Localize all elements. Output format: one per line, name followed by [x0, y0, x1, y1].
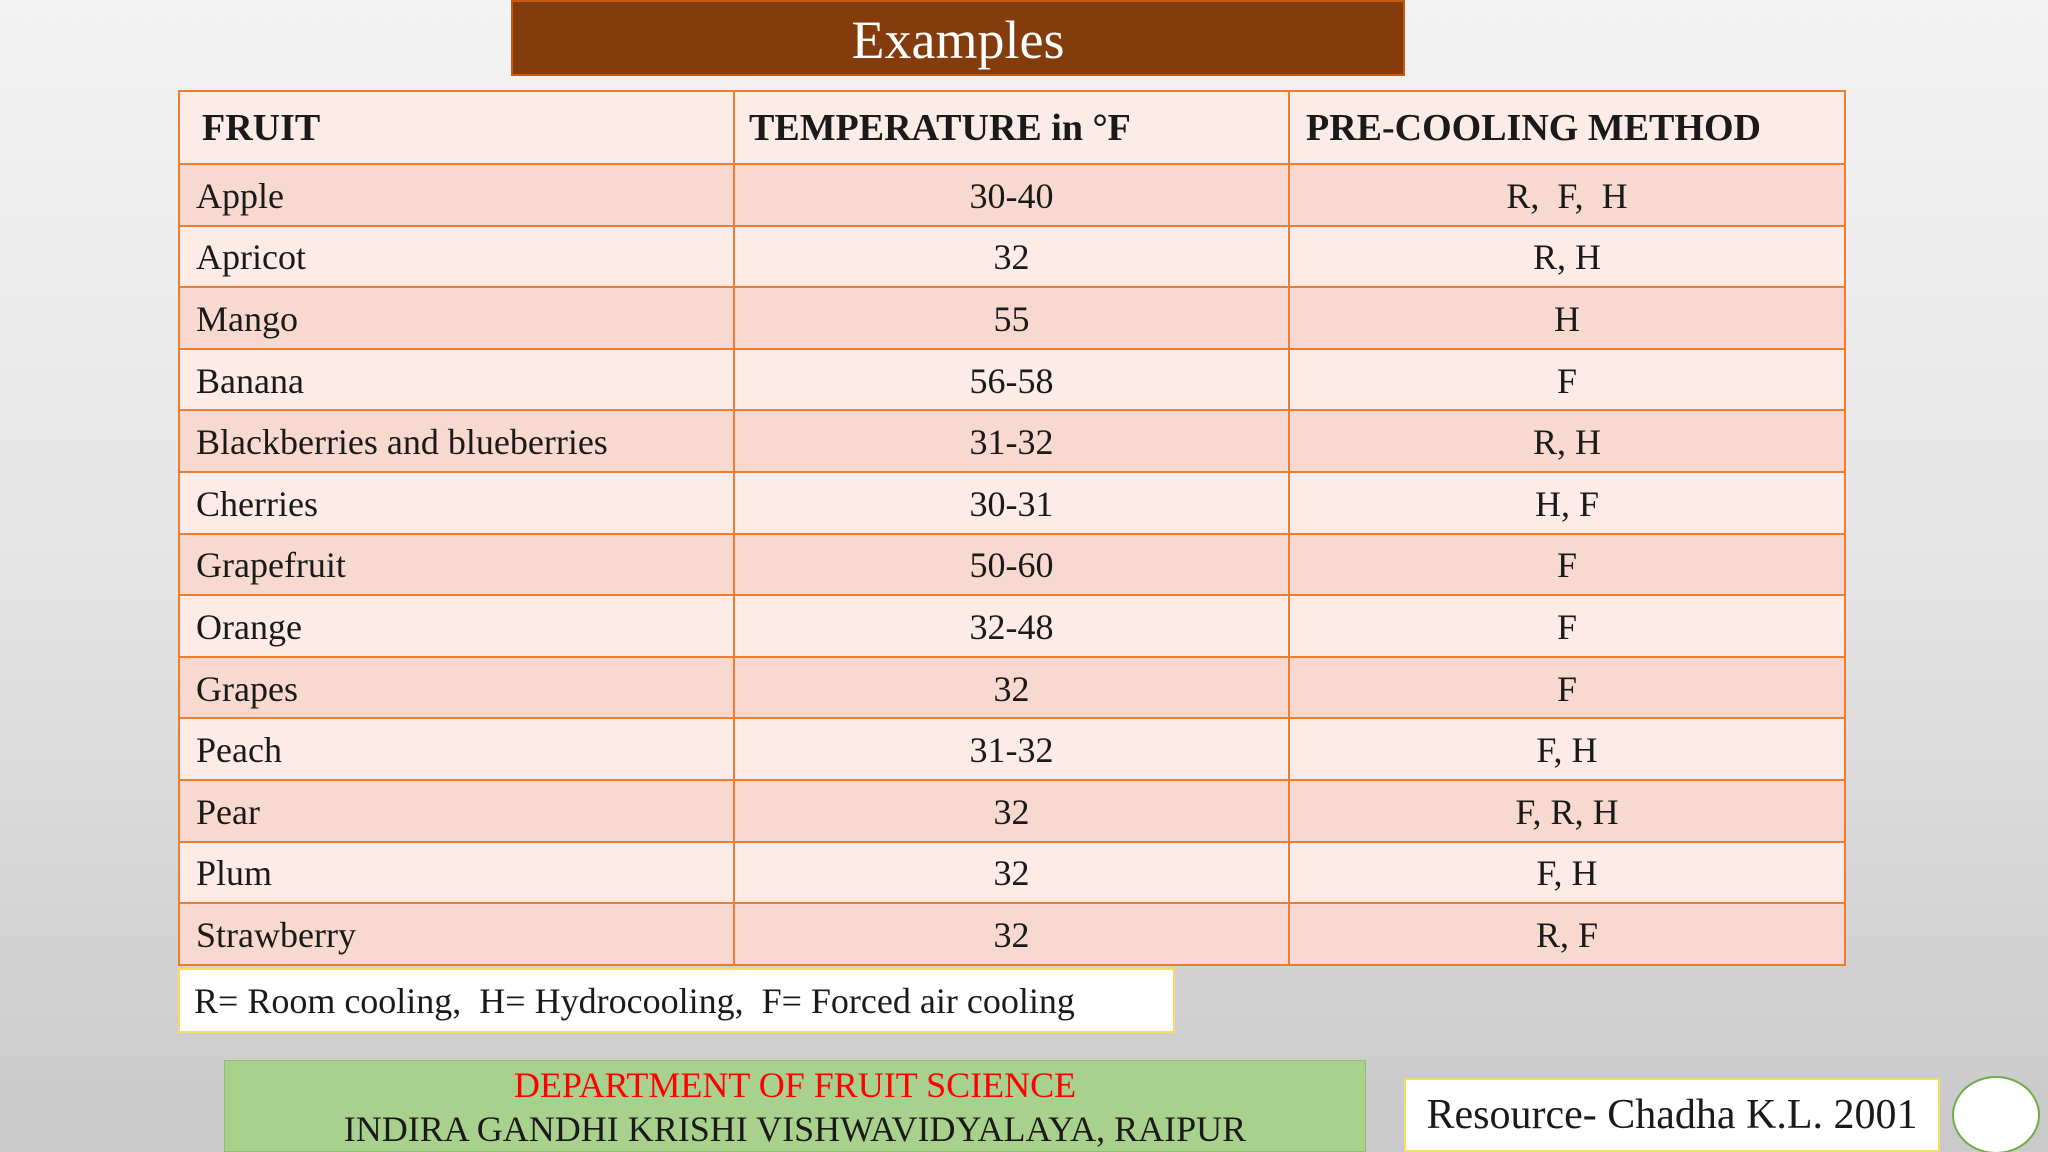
temperature-cell: 32	[734, 903, 1289, 965]
university-name: INDIRA GANDHI KRISHI VISHWAVIDYALAYA, RAIPUR	[343, 1109, 1247, 1149]
method-cell: H	[1289, 287, 1845, 349]
temperature-cell: 32	[734, 842, 1289, 904]
temperature-cell: 55	[734, 287, 1289, 349]
fruit-cell: Mango	[179, 287, 734, 349]
method-cell: F, R, H	[1289, 780, 1845, 842]
fruit-cell: Plum	[179, 842, 734, 904]
method-cell: F	[1289, 595, 1845, 657]
table-row	[179, 472, 1845, 534]
fruit-cell: Cherries	[179, 472, 734, 534]
method-cell: F	[1289, 534, 1845, 596]
method-cell: R, F, H	[1289, 164, 1845, 226]
table-row	[179, 226, 1845, 288]
table-row	[179, 164, 1845, 226]
fruit-cell: Grapes	[179, 657, 734, 719]
fruit-cell: Orange	[179, 595, 734, 657]
table-row	[179, 287, 1845, 349]
method-cell: F	[1289, 657, 1845, 719]
table-row	[179, 842, 1845, 904]
resource-citation: Resource- Chadha K.L. 2001	[1404, 1078, 1940, 1152]
header-precooling-method: PRE-COOLING METHOD	[1289, 91, 1845, 164]
header-temperature: TEMPERATURE in °F	[734, 91, 1289, 164]
fruit-cell: Pear	[179, 780, 734, 842]
table-body	[179, 164, 1845, 965]
table-row	[179, 780, 1845, 842]
fruit-cell: Apple	[179, 164, 734, 226]
temperature-cell: 50-60	[734, 534, 1289, 596]
temperature-cell: 30-40	[734, 164, 1289, 226]
slide-title: Examples	[511, 0, 1405, 76]
temperature-cell: 31-32	[734, 718, 1289, 780]
department-banner	[224, 1060, 1366, 1152]
table-row	[179, 595, 1845, 657]
table-row	[179, 349, 1845, 411]
fruit-cell: Strawberry	[179, 903, 734, 965]
precooling-table	[178, 90, 1846, 966]
temperature-cell: 32	[734, 657, 1289, 719]
method-cell: F, H	[1289, 718, 1845, 780]
temperature-cell: 32-48	[734, 595, 1289, 657]
table-row	[179, 657, 1845, 719]
table-row	[179, 534, 1845, 596]
fruit-cell: Grapefruit	[179, 534, 734, 596]
method-cell: R, F	[1289, 903, 1845, 965]
method-cell: F, H	[1289, 842, 1845, 904]
fruit-cell: Apricot	[179, 226, 734, 288]
temperature-cell: 30-31	[734, 472, 1289, 534]
fruit-cell: Peach	[179, 718, 734, 780]
fruit-cell: Blackberries and blueberries	[179, 410, 734, 472]
table-row	[179, 718, 1845, 780]
method-cell: R, H	[1289, 226, 1845, 288]
table-row	[179, 903, 1845, 965]
table-header-row	[179, 91, 1845, 164]
nav-circle-button[interactable]	[1952, 1076, 2040, 1152]
department-name: DEPARTMENT OF FRUIT SCIENCE	[513, 1065, 1077, 1105]
legend-note: R= Room cooling, H= Hydrocooling, F= Forced air cooling	[178, 968, 1175, 1033]
header-fruit: FRUIT	[179, 91, 734, 164]
temperature-cell: 32	[734, 226, 1289, 288]
temperature-cell: 32	[734, 780, 1289, 842]
table-row	[179, 410, 1845, 472]
temperature-cell: 31-32	[734, 410, 1289, 472]
method-cell: R, H	[1289, 410, 1845, 472]
method-cell: H, F	[1289, 472, 1845, 534]
fruit-cell: Banana	[179, 349, 734, 411]
temperature-cell: 56-58	[734, 349, 1289, 411]
method-cell: F	[1289, 349, 1845, 411]
